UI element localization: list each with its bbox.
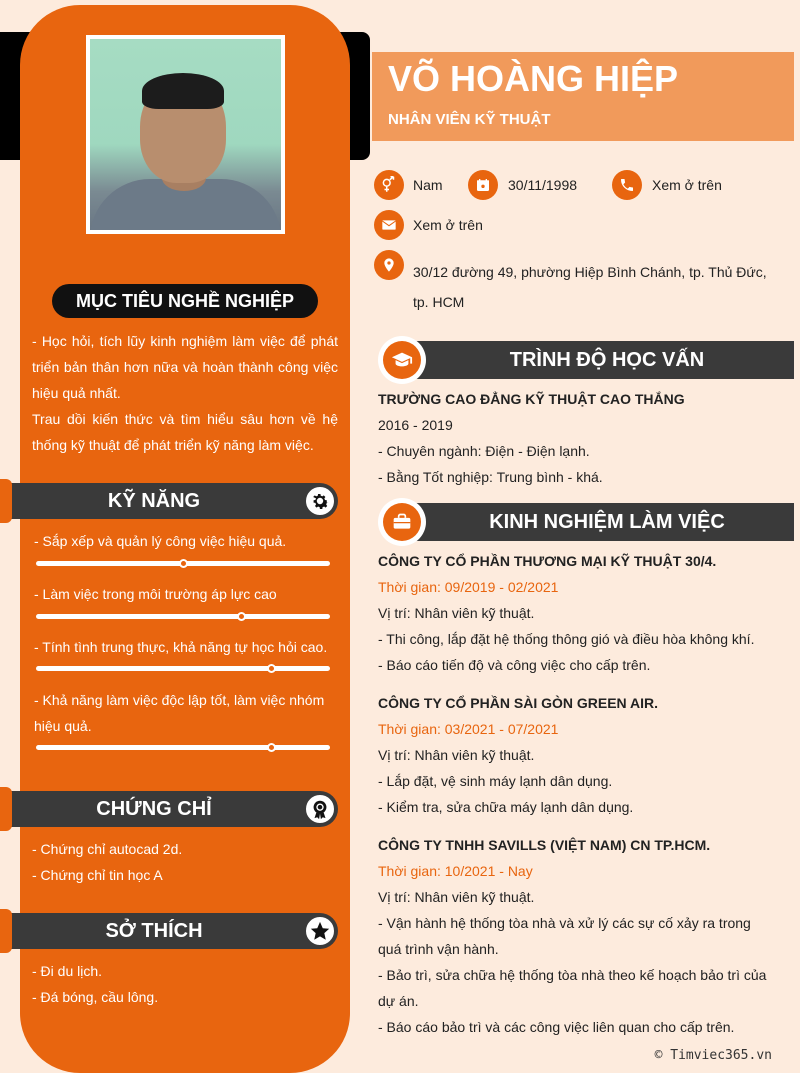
email-value: Xem ở trên (413, 217, 483, 233)
address-line-1: 30/12 đường 49, phường Hiệp Bình Chánh, tp. Thủ Đức, (413, 264, 767, 280)
certificates-title: CHỨNG CHỈ (96, 797, 212, 820)
skills-title: KỸ NĂNG (107, 489, 201, 512)
education-content (378, 386, 776, 490)
hobby-item: - Đá bóng, cầu lông. (32, 989, 159, 1005)
education-line: - Chuyên ngành: Điện - Điện lạnh. (378, 443, 590, 459)
phone-icon (612, 170, 642, 200)
education-line: - Bằng Tốt nghiệp: Trung bình - khá. (378, 469, 603, 485)
skill-level-knob (179, 559, 188, 568)
email-icon (374, 210, 404, 240)
certificate-item: - Chứng chỉ tin học A (32, 867, 163, 883)
job-line: - Báo cáo tiến độ và công việc cho cấp trên. (378, 657, 651, 673)
skill-label-1: - Sắp xếp và quản lý công việc hiệu quả. (34, 533, 287, 549)
job-entry-2 (378, 690, 776, 820)
hobbies-title: SỞ THÍCH (105, 919, 203, 942)
skill-level-knob (267, 664, 276, 673)
job-line: - Thi công, lắp đặt hệ thống thông gió và điều hòa không khí. (378, 631, 755, 647)
skill-label-3: - Tính tình trung thực, khả năng tự học hỏi cao. (34, 639, 328, 655)
skill-level-bar-3 (36, 666, 330, 671)
job-line: Vị trí: Nhân viên kỹ thuật. (378, 747, 535, 763)
gender-icon (374, 170, 404, 200)
certificate-item: - Chứng chỉ autocad 2d. (32, 841, 183, 857)
location-icon (374, 250, 404, 280)
hobbies-section-header (0, 913, 338, 949)
award-icon (304, 793, 336, 825)
briefcase-icon (383, 503, 421, 541)
full-name: VÕ HOÀNG HIỆP (388, 58, 679, 99)
job-line: - Kiểm tra, sửa chữa máy lạnh dân dụng. (378, 799, 634, 815)
job-line: - Báo cáo bảo trì và các công việc liên quan cho cấp trên. (378, 1019, 735, 1035)
graduation-cap-icon (383, 341, 421, 379)
school-name: TRƯỜNG CAO ĐẲNG KỸ THUẬT CAO THẮNG (378, 391, 685, 407)
hobby-item: - Đi du lịch. (32, 963, 103, 979)
job-line: Vị trí: Nhân viên kỹ thuật. (378, 889, 535, 905)
calendar-icon (468, 170, 498, 200)
objective-para-1: - Học hỏi, tích lũy kinh nghiệm làm việc để phát triển bản thân hơn nữa và hoàn thành công việc hiệu quả nhất. (32, 333, 338, 401)
star-icon (304, 915, 336, 947)
gear-icon (304, 485, 336, 517)
footer-credit: © Timviec365.vn (654, 1048, 772, 1063)
skill-level-knob (267, 743, 276, 752)
certificates-section-header (0, 791, 338, 827)
certificates-list (32, 836, 338, 888)
education-years: 2016 - 2019 (378, 417, 453, 433)
profile-photo (86, 35, 285, 234)
phone-value: Xem ở trên (652, 177, 722, 193)
objective-text (32, 328, 338, 458)
hobbies-list (32, 958, 338, 1010)
skill-level-bar-2 (36, 614, 330, 619)
company-name: CÔNG TY CỔ PHẦN THƯƠNG MẠI KỸ THUẬT 30/4. (378, 553, 717, 569)
education-title: TRÌNH ĐỘ HỌC VẤN (410, 341, 794, 379)
job-time: Thời gian: 09/2019 - 02/2021 (378, 579, 559, 595)
address-value (413, 257, 783, 317)
skill-label-4: - Khả năng làm việc độc lập tốt, làm việc nhóm hiệu quả. (34, 692, 325, 734)
skills-section-header (0, 483, 338, 519)
experience-icon-wrap (378, 498, 426, 546)
job-line: - Lắp đặt, vệ sinh máy lạnh dân dụng. (378, 773, 613, 789)
objective-title: MỤC TIÊU NGHỀ NGHIỆP (52, 284, 318, 318)
birthday-value: 30/11/1998 (508, 177, 578, 193)
job-line: - Bảo trì, sửa chữa hệ thống tòa nhà theo kế hoạch bảo trì của dự án. (378, 967, 767, 1009)
skill-label-2: - Làm việc trong môi trường áp lực cao (34, 586, 277, 602)
company-name: CÔNG TY TNHH SAVILLS (VIỆT NAM) CN TP.HCM. (378, 837, 711, 853)
job-title: NHÂN VIÊN KỸ THUẬT (388, 111, 551, 128)
job-time: Thời gian: 10/2021 - Nay (378, 863, 533, 879)
job-line: Vị trí: Nhân viên kỹ thuật. (378, 605, 535, 621)
gender-value: Nam (413, 177, 443, 193)
job-entry-1 (378, 548, 776, 678)
job-line: - Vận hành hệ thống tòa nhà và xử lý các sự cố xảy ra trong quá trình vận hành. (378, 915, 751, 957)
skill-level-bar-1 (36, 561, 330, 566)
company-name: CÔNG TY CỔ PHẦN SÀI GÒN GREEN AIR. (378, 695, 659, 711)
objective-para-2: Trau dồi kiến thức và tìm hiểu sâu hơn về hệ thống kỹ thuật để phát triển kỹ năng làm việc. (32, 411, 338, 453)
skill-level-bar-4 (36, 745, 330, 750)
job-time: Thời gian: 03/2021 - 07/2021 (378, 721, 559, 737)
education-icon-wrap (378, 336, 426, 384)
experience-title: KINH NGHIỆM LÀM VIỆC (410, 503, 794, 541)
job-entry-3 (378, 832, 776, 1040)
address-line-2: tp. HCM (413, 294, 465, 310)
